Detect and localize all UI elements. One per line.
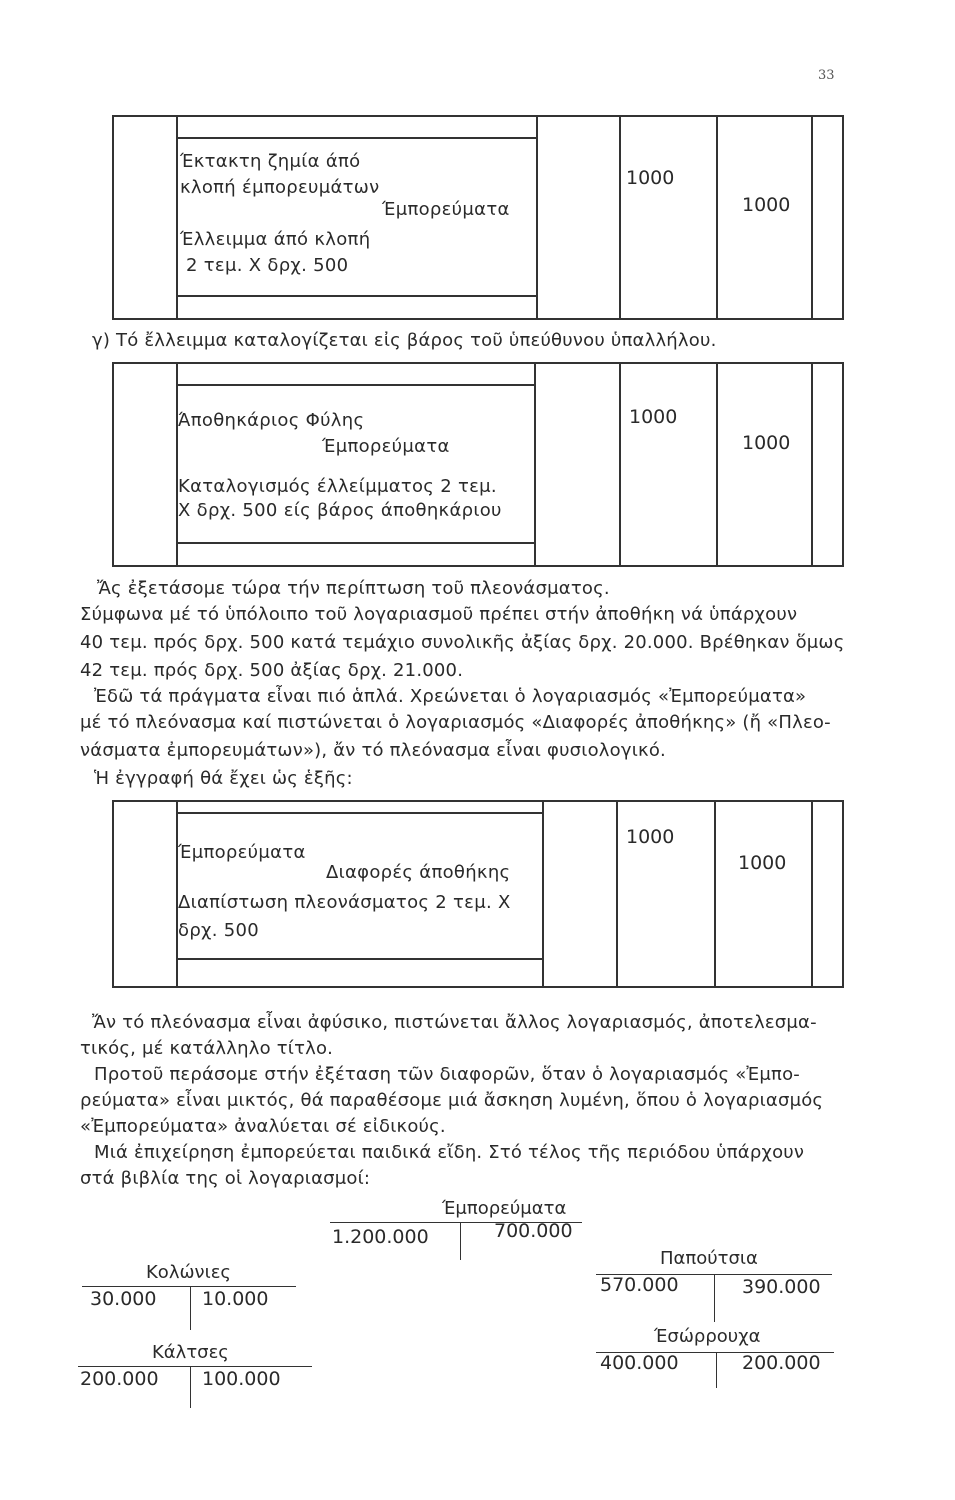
para1-line-1: Ἄς ἐξετάσομε τώρα τήν περίπτωση τοῦ πλεονάσματος. — [97, 578, 610, 599]
para2-line-3: Προτοῦ περάσομε στήν ἐξέταση τῶν διαφορῶν, ὅταν ὁ λογαριασμός «Ἐμπο- — [94, 1064, 801, 1085]
t-account-name: Παπούτσια — [660, 1248, 758, 1269]
para2-line-5: «Ἐμπορεύματα» ἀναλύεται σέ εἰδικούς. — [80, 1116, 446, 1137]
t-account-name: Κολώνιες — [146, 1262, 231, 1283]
t-account-debit: 30.000 — [90, 1288, 157, 1310]
t-account-esorroucha — [596, 1326, 834, 1388]
entry3-line-4: δρχ. 500 — [178, 920, 260, 941]
entry2-line-1: Άποθηκάριος Φύλης — [178, 410, 365, 431]
entry2-debit: 1000 — [629, 406, 678, 428]
entry2-line-2: Έμπορεύματα — [322, 436, 450, 457]
t-account-debit: 1.200.000 — [332, 1226, 429, 1248]
entry3-line-3: Διαπίστωση πλεονάσματος 2 τεμ. Χ — [178, 892, 511, 913]
gamma-line: γ) Τό ἔλλειμμα καταλογίζεται εἰς βάρος τοῦ ὑπεύθυνου ὑπαλλήλου. — [92, 330, 717, 351]
para2-line-1: Ἄν τό πλεόνασμα εἶναι ἀφύσικο, πιστώνεται ἄλλος λογαριασμός, ἀποτελεσμα- — [92, 1012, 817, 1033]
entry3-debit: 1000 — [626, 826, 675, 848]
t-account-name: Κάλτσες — [152, 1342, 229, 1363]
journal-entry-3 — [112, 800, 844, 988]
para2-line-6: Μιά ἐπιχείρηση ἐμπορεύεται παιδικά εἴδη. Στό τέλος τῆς περιόδου ὑπάρχουν — [94, 1142, 805, 1163]
para2-line-4: ρεύματα» εἶναι μικτός, θά παραθέσομε μιά ἄσκηση λυμένη, ὅπου ὁ λογαριασμός — [80, 1090, 824, 1111]
para1-line-8: Ἡ ἐγγραφή θά ἔχει ὡς ἑξῆς: — [94, 768, 353, 789]
t-account-papoutsia — [596, 1248, 832, 1322]
t-account-name: Έσώρρουχα — [654, 1326, 761, 1347]
t-account-debit: 400.000 — [600, 1352, 679, 1374]
t-account-emporevmata — [330, 1198, 582, 1260]
entry2-credit: 1000 — [742, 432, 791, 454]
para1-line-5: Ἐδῶ τά πράγματα εἶναι πιό ἁπλά. Χρεώνεται ὁ λογαριασμός «Ἐμπορεύματα» — [94, 686, 807, 707]
page-number: 33 — [818, 68, 835, 83]
para2-line-7: στά βιβλία της οἱ λογαριασμοί: — [80, 1168, 371, 1189]
journal-entry-1 — [112, 115, 844, 320]
entry1-line-2: κλοπή έμπορευμάτων — [180, 177, 380, 198]
journal-entry-2 — [112, 362, 844, 567]
t-account-credit: 200.000 — [742, 1352, 821, 1374]
para1-line-2: Σύμφωνα μέ τό ὑπόλοιπο τοῦ λογαριασμοῦ πρέπει στήν ἀποθήκη νά ὑπάρχουν — [80, 604, 798, 625]
t-account-kaltses — [78, 1342, 312, 1408]
t-account-debit: 570.000 — [600, 1274, 679, 1296]
entry1-line-3: Έμπορεύματα — [382, 199, 510, 220]
t-account-kolonies — [82, 1262, 296, 1330]
entry1-debit: 1000 — [626, 167, 675, 189]
t-account-name: Έμπορεύματα — [442, 1198, 567, 1219]
entry1-line-5: 2 τεμ. Χ δρχ. 500 — [186, 255, 349, 276]
para1-line-7: νάσματα ἐμπορευμάτων»), ἄν τό πλεόνασμα εἶναι φυσιολογικό. — [80, 740, 666, 761]
entry1-line-1: Έκτακτη ζημία άπό — [180, 151, 361, 172]
para1-line-4: 42 τεμ. πρός δρχ. 500 ἀξίας δρχ. 21.000. — [80, 660, 464, 681]
para1-line-3: 40 τεμ. πρός δρχ. 500 κατά τεμάχιο συνολικῆς ἀξίας δρχ. 20.000. Βρέθηκαν ὅμως — [80, 632, 845, 653]
entry3-line-1: Έμπορεύματα — [178, 842, 306, 863]
t-account-credit: 390.000 — [742, 1276, 821, 1298]
entry2-line-3: Καταλογισμός έλλείμματος 2 τεμ. — [178, 476, 497, 497]
entry1-credit: 1000 — [742, 194, 791, 216]
entry3-line-2: Διαφορές άποθήκης — [326, 862, 511, 883]
t-account-credit: 100.000 — [202, 1368, 281, 1390]
t-account-credit: 10.000 — [202, 1288, 269, 1310]
t-account-debit: 200.000 — [80, 1368, 159, 1390]
entry2-line-4: Χ δρχ. 500 είς βάρος άποθηκάριου — [178, 500, 502, 521]
t-account-credit: 700.000 — [494, 1220, 573, 1242]
para2-line-2: τικός, μέ κατάλληλο τίτλο. — [80, 1038, 334, 1059]
para1-line-6: μέ τό πλεόνασμα καί πιστώνεται ὁ λογαριασμός «Διαφορές ἀποθήκης» (ἤ «Πλεο- — [80, 712, 831, 733]
entry1-line-4: Έλλειμμα άπό κλοπή — [180, 229, 371, 250]
entry3-credit: 1000 — [738, 852, 787, 874]
